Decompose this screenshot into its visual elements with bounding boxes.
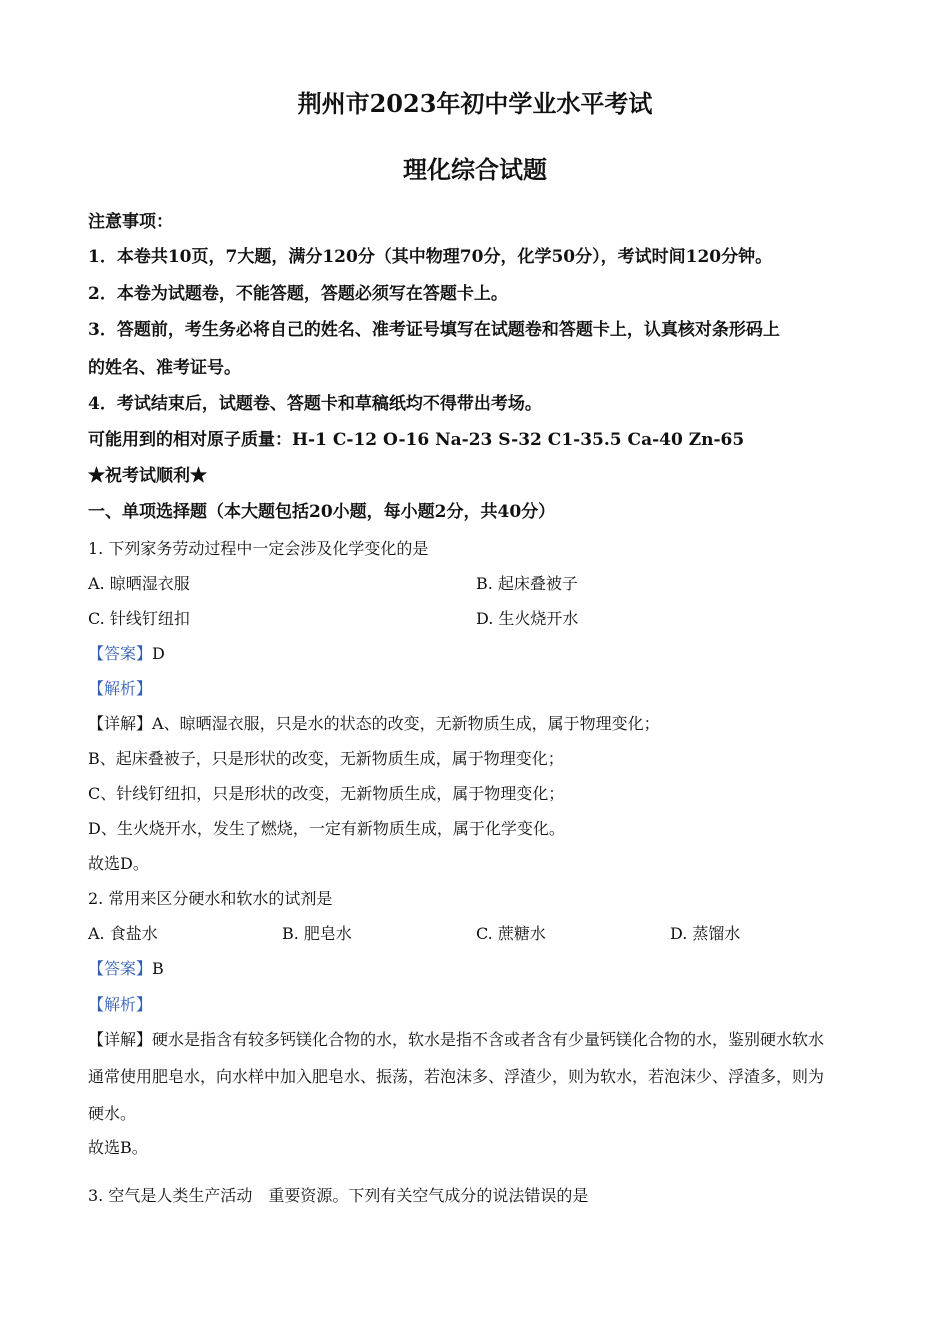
notice-heading: 注意事项： <box>88 212 173 232</box>
detail-text: A、晾晒湿衣服，只是水的状态的改变，无新物质生成，属于物理变化； <box>152 714 660 733</box>
q2-option-d: D. 蒸馏水 <box>670 924 741 943</box>
notice-item-3-cont: 的姓名、准考证号。 <box>88 358 241 378</box>
q2-option-b: B. 肥皂水 <box>282 924 352 943</box>
q1-stem: 1. 下列家务劳动过程中一定会涉及化学变化的是 <box>88 539 429 558</box>
q2-detail-2: 通常使用肥皂水，向水样中加入肥皂水、振荡，若泡沫多、浮渣少，则为软水，若泡沫少、浮渣多，则为 <box>88 1067 825 1086</box>
q2-detail-3: 硬水。 <box>88 1104 137 1123</box>
notice-item-3: 3．答题前，考生务必将自己的姓名、准考证号填写在试题卷和答题卡上，认真核对条形码上 <box>88 320 780 340</box>
notice-item-4: 4．考试结束后，试题卷、答题卡和草稿纸均不得带出考场。 <box>88 394 542 414</box>
q3-stem: 3. 空气是人类生产活动 重要资源。下列有关空气成分的说法错误的是 <box>88 1186 589 1205</box>
q1-option-d: D. 生火烧开水 <box>476 609 579 628</box>
page-subtitle: 理化综合试题 <box>403 155 547 184</box>
q1-option-a: A. 晾晒湿衣服 <box>88 574 190 593</box>
atomic-mass-line: 可能用到的相对原子质量：H-1 C-12 O-16 Na-23 S-32 C1-35.5 Ca-40 Zn-65 <box>88 430 745 450</box>
q1-detail-3: C、针线钉纽扣，只是形状的改变，无新物质生成，属于物理变化； <box>88 784 565 803</box>
q1-option-b: B. 起床叠被子 <box>476 574 578 593</box>
detail-text: 硬水是指含有较多钙镁化合物的水，软水是指不含或者含有少量钙镁化合物的水，鉴别硬水软水 <box>152 1030 825 1049</box>
q1-analysis <box>88 679 152 699</box>
q1-detail-4: D、生火烧开水，发生了燃烧，一定有新物质生成，属于化学变化。 <box>88 819 565 838</box>
notice-item-2: 2．本卷为试题卷，不能答题，答题必须写在答题卡上。 <box>88 284 508 304</box>
answer-value: B <box>152 959 164 978</box>
page-title: 荆州市2023年初中学业水平考试 <box>297 89 653 118</box>
detail-tag: 【详解】 <box>88 714 153 733</box>
detail-tag: 【详解】 <box>88 1030 153 1049</box>
q1-option-c: C. 针线钉纽扣 <box>88 609 190 628</box>
q2-detail-1 <box>88 1030 824 1050</box>
q2-option-c: C. 蔗糖水 <box>476 924 546 943</box>
answer-value: D <box>152 644 165 663</box>
q2-conclusion: 故选B。 <box>88 1138 148 1157</box>
analysis-tag: 【解析】 <box>88 995 153 1014</box>
section-heading: 一、单项选择题（本大题包括20小题，每小题2分，共40分） <box>88 502 556 522</box>
q1-answer <box>88 644 165 664</box>
answer-tag: 【答案】 <box>88 644 153 663</box>
q2-answer <box>88 959 164 979</box>
notice-item-1: 1．本卷共10页，7大题，满分120分（其中物理70分，化学50分），考试时间120分钟。 <box>88 247 773 267</box>
analysis-tag: 【解析】 <box>88 679 153 698</box>
answer-tag: 【答案】 <box>88 959 153 978</box>
q2-stem: 2. 常用来区分硬水和软水的试剂是 <box>88 889 333 908</box>
q1-detail-1 <box>88 714 660 734</box>
q1-detail-2: B、起床叠被子，只是形状的改变，无新物质生成，属于物理变化； <box>88 749 564 768</box>
q2-option-a: A. 食盐水 <box>88 924 158 943</box>
q1-conclusion: 故选D。 <box>88 854 149 873</box>
good-luck-line: ★祝考试顺利★ <box>88 466 207 486</box>
q2-analysis <box>88 995 152 1015</box>
